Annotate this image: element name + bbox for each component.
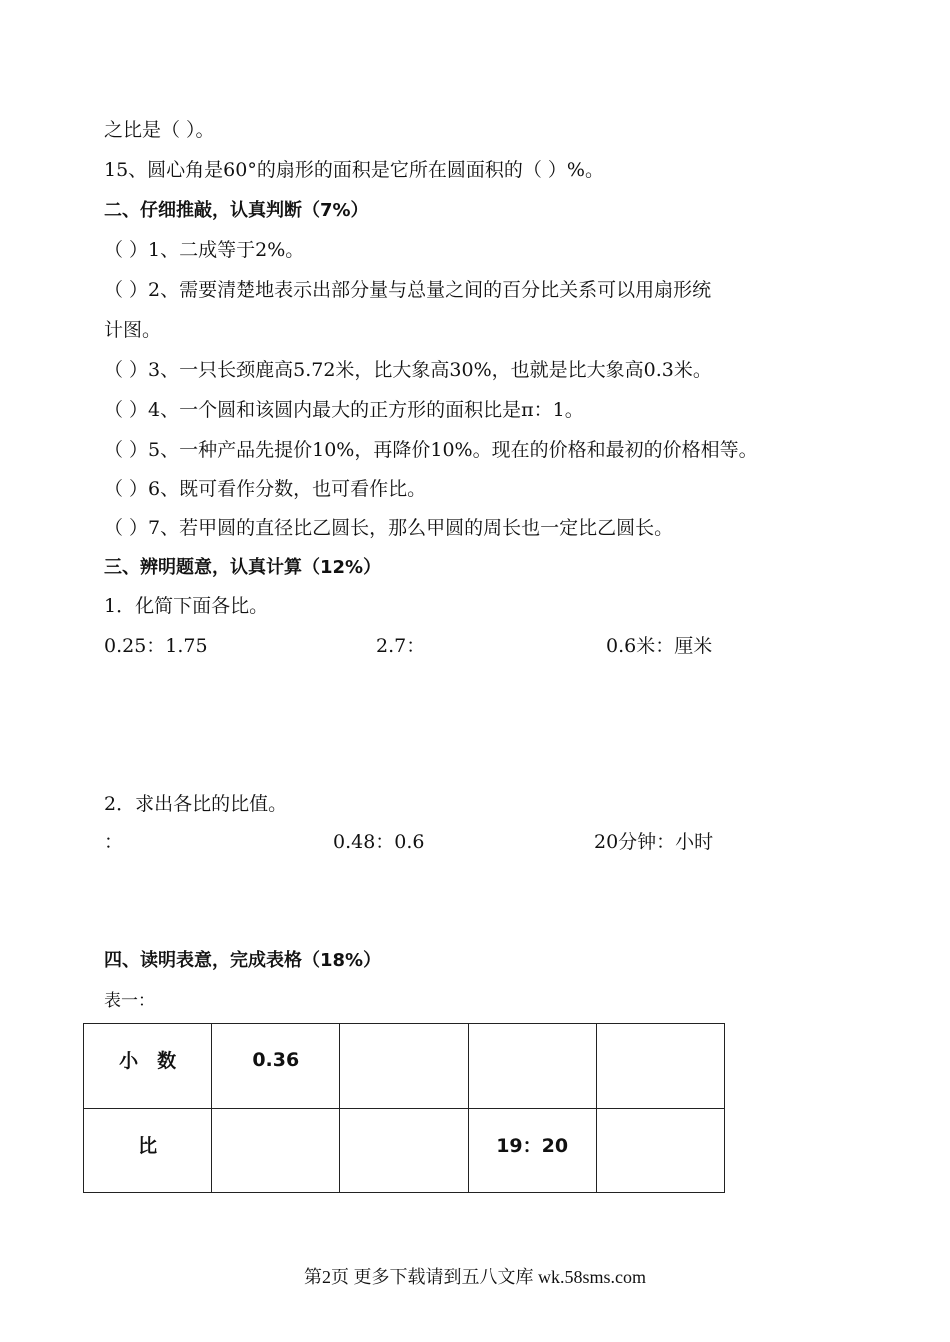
question-15: 15、圆心角是60°的扇形的面积是它所在圆面积的（ ）%。 [104,159,604,181]
table-caption: 表一： [104,991,155,1011]
simplify-item-a: 0.25：1.75 [104,635,208,657]
judge-item-2-cont: 计图。 [104,319,162,341]
table-row [84,1024,725,1109]
simplify-item-c: 0.6米：厘米 [606,635,713,657]
section-2-heading: 二、仔细推敲，认真判断（7%） [104,200,369,221]
table-cell: 19：20 [468,1108,596,1193]
section-4-heading: 四、读明表意，完成表格（18%） [104,950,382,971]
judge-item-2: （ ）2、需要清楚地表示出部分量与总量之间的百分比关系可以用扇形统 [104,279,712,301]
table-cell [340,1108,468,1193]
judge-item-5: （ ）5、一种产品先提价10%，再降价10%。现在的价格和最初的价格相等。 [104,439,758,461]
judge-item-3: （ ）3、一只长颈鹿高5.72米，比大象高30%，也就是比大象高0.3米。 [104,359,712,381]
conversion-table [83,1023,725,1193]
page-footer: 第2页 更多下载请到五八文库 wk.58sms.com [304,1267,646,1287]
section-3-heading: 三、辨明题意，认真计算（12%） [104,557,382,578]
ratio-item-c: 20分钟：小时 [594,831,714,853]
table-cell: 0.36 [212,1024,340,1109]
table-cell [340,1024,468,1109]
ratio-item-b: 0.48：0.6 [333,831,425,853]
sub-question-2: 2．求出各比的比值。 [104,793,288,815]
judge-item-4: （ ）4、一个圆和该圆内最大的正方形的面积比是π：1。 [104,399,584,421]
table-row-header-ratio: 比 [84,1108,212,1193]
table-row [84,1108,725,1193]
judge-item-6: （ ）6、既可看作分数，也可看作比。 [104,478,427,500]
judge-item-7: （ ）7、若甲圆的直径比乙圆长，那么甲圆的周长也一定比乙圆长。 [104,517,674,539]
table-cell [468,1024,596,1109]
text-line-ratio-end: 之比是（ ）。 [104,119,215,141]
sub-question-1: 1．化简下面各比。 [104,595,269,617]
table-cell [596,1024,724,1109]
table-row-header-decimal: 小 数 [84,1024,212,1109]
table-cell [596,1108,724,1193]
simplify-item-b: 2.7： [376,635,426,657]
ratio-item-a: ： [104,831,124,853]
table-cell [212,1108,340,1193]
judge-item-1: （ ）1、二成等于2%。 [104,239,305,261]
